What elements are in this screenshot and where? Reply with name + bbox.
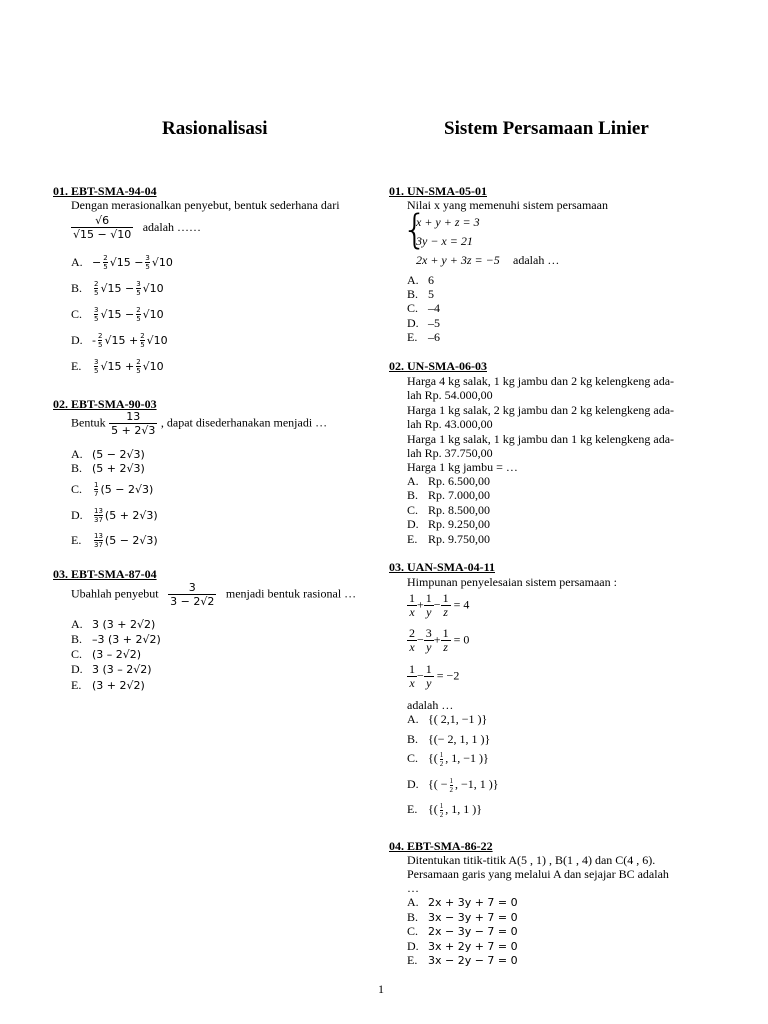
right-q1-text: Nilai x yang memenuhi sistem persamaan (407, 198, 608, 212)
coef-1-num: 2 (94, 280, 99, 288)
eq3-rhs: = −2 (436, 668, 460, 683)
left-q1-option-b (71, 280, 164, 297)
coef-2-den: 5 (136, 289, 141, 297)
option-expression (92, 308, 164, 321)
right-q2-option-d (407, 517, 490, 532)
right-q3-eq3 (407, 663, 459, 690)
right-q4-option-a (407, 895, 518, 910)
eq1-rhs: = 4 (453, 597, 470, 612)
option-letter: B. (71, 280, 83, 295)
right-q2-option-b (407, 488, 490, 503)
root-2: √10 (146, 333, 168, 347)
eq2-a-den: x (409, 640, 415, 654)
left-q1-option-d (71, 332, 168, 349)
coef-num: 13 (94, 507, 103, 515)
eq1-a-num: 1 (409, 591, 415, 605)
option-expression (92, 448, 145, 461)
value: (5 − 2√3) (100, 482, 154, 496)
coef-1-den: 5 (94, 315, 99, 323)
frac-num: 1 (449, 777, 454, 785)
eq2-c-den: z (443, 640, 448, 654)
frac-den: 2 (449, 786, 454, 794)
left-q1-frac-den: √15 − √10 (73, 228, 132, 241)
option-letter: D. (407, 777, 419, 792)
value: Rp. 6.500,00 (428, 474, 491, 488)
option-expression (92, 360, 164, 373)
coef-2-den: 5 (140, 341, 145, 349)
value: Rp. 7.000,00 (428, 488, 491, 503)
right-q2-option-a (407, 474, 490, 489)
eq1-b-num: 1 (425, 591, 432, 605)
coef-num: 1 (94, 481, 99, 489)
right-q4-option-d (407, 939, 518, 954)
option-letter: B. (71, 461, 83, 475)
option-letter: D. (407, 517, 419, 532)
right-q2-heading: 02. UN-SMA-06-03 (389, 359, 487, 373)
option-expression (428, 802, 483, 819)
value: (5 − 2√3) (104, 533, 158, 547)
sign: - (92, 333, 96, 347)
right-q1-eq1: x + y + z = 3 (416, 215, 480, 229)
eq3-a-num: 1 (409, 662, 415, 676)
right-q1-suffix: adalah … (513, 253, 560, 267)
coef-1 (94, 358, 98, 375)
option-expression (428, 712, 487, 726)
value-post: , 1, 1 )} (445, 802, 483, 817)
value: (5 + 2√3) (104, 508, 158, 522)
option-expression (428, 732, 490, 746)
coef-den: 7 (94, 490, 99, 498)
left-q3-option-c (71, 647, 141, 662)
left-q1-expression (71, 214, 201, 241)
option-letter: A. (407, 474, 419, 488)
frac (440, 802, 444, 819)
root-2: √10 (142, 359, 164, 373)
option-letter: E. (71, 532, 82, 547)
right-q4-heading: 04. EBT-SMA-86-22 (389, 839, 493, 853)
option-expression (428, 751, 489, 768)
coef-1-num: 3 (94, 306, 99, 314)
eq2-b-den: y (426, 640, 432, 654)
right-q3-heading: 03. UAN-SMA-04-11 (389, 560, 495, 574)
value: 5 (428, 287, 434, 301)
coef-2-num: 3 (136, 280, 141, 288)
left-q2-option-a (71, 447, 145, 462)
option-letter: A. (407, 273, 419, 287)
left-q3-suffix: menjadi bentuk rasional … (225, 586, 357, 601)
system-brace-icon: { (402, 207, 428, 253)
eq3-a-den: x (409, 676, 415, 690)
root-1: √15 − (100, 307, 135, 321)
option-letter: B. (407, 488, 419, 503)
root-2: √10 (142, 307, 164, 321)
left-q1-text: Dengan merasionalkan penyebut, bentuk sederhana dari (71, 198, 340, 212)
right-q1-option-e (407, 330, 440, 345)
option-expression (92, 483, 153, 496)
right-q2-line: Harga 1 kg salak, 1 kg jambu dan 1 kg kelengkeng ada- (407, 431, 675, 446)
value: 2x + 3y + 7 = 0 (428, 896, 518, 909)
value: (3 – 2√2) (92, 648, 142, 661)
value-post: , −1, 1 )} (455, 777, 499, 792)
eq3-b-num: 1 (425, 662, 432, 676)
option-letter: A. (407, 895, 419, 909)
value: 6 (428, 273, 434, 287)
left-q2-frac-num: 13 (109, 410, 157, 424)
left-q3-heading: 03. EBT-SMA-87-04 (53, 567, 157, 581)
coef-1-num: 2 (103, 254, 108, 262)
right-q1-option-a (407, 273, 434, 288)
value: 2x − 3y − 7 = 0 (428, 925, 518, 938)
coef-2 (145, 254, 149, 271)
eq1-a-den: x (409, 605, 415, 619)
page-number: 1 (378, 982, 384, 996)
value: –6 (428, 330, 440, 344)
left-q1-heading: 01. EBT-SMA-94-04 (53, 184, 157, 198)
left-q3-frac-den: 3 − 2√2 (170, 595, 215, 608)
option-letter: C. (407, 751, 419, 766)
left-q2-option-d (71, 507, 158, 524)
option-expression (92, 282, 164, 295)
left-q2-suffix: , dapat disederhanakan menjadi … (160, 415, 328, 430)
left-q3-option-d (71, 662, 152, 677)
value-pre: {( − (428, 777, 448, 792)
coef-1-num: 2 (97, 332, 103, 340)
right-q2-line: Harga 1 kg salak, 2 kg jambu dan 2 kg kelengkeng ada- (407, 402, 675, 417)
coef-2-den: 5 (145, 263, 150, 271)
option-expression (92, 256, 173, 269)
right-q3-option-b (407, 732, 490, 747)
right-q4-option-c (407, 924, 518, 939)
right-q2-option-e (407, 532, 490, 547)
option-letter: B. (71, 632, 83, 646)
right-q2-line: lah Rp. 37.750,00 (407, 446, 493, 460)
right-q4-line: … (407, 881, 419, 895)
option-letter: E. (407, 330, 418, 344)
eq3-b-den: y (426, 676, 432, 690)
right-q3-option-d (407, 777, 499, 794)
right-q2-option-c (407, 503, 490, 518)
option-letter: D. (407, 938, 419, 953)
coef-1 (94, 306, 98, 323)
coef-2-num: 2 (136, 358, 141, 366)
left-q2-prefix: Bentuk (71, 415, 106, 430)
option-letter: D. (71, 332, 83, 347)
root-1: √15 + (104, 333, 139, 347)
coef-1 (103, 254, 107, 271)
coef-1-den: 5 (94, 367, 99, 375)
value: Rp. 9.750,00 (428, 531, 491, 546)
root-1: √15 − (109, 255, 144, 269)
value: –5 (428, 316, 440, 330)
eq3-op1: − (417, 668, 424, 683)
value-pre: {( 2,1, −1 )} (428, 712, 488, 726)
frac-den: 2 (439, 760, 444, 768)
option-letter: C. (71, 481, 83, 496)
left-q3-prefix: Ubahlah penyebut (71, 586, 159, 601)
option-letter: B. (407, 909, 419, 924)
eq2-a-num: 2 (409, 626, 415, 640)
frac (450, 777, 454, 794)
value: Rp. 9.250,00 (428, 517, 491, 532)
left-q2-expression (71, 410, 327, 437)
left-q3-option-b (71, 632, 161, 647)
option-letter: A. (71, 254, 83, 269)
coef-2-num: 2 (136, 306, 141, 314)
root-2: √10 (142, 281, 164, 295)
left-q3-frac-num: 3 (168, 581, 216, 595)
option-letter: E. (407, 953, 418, 967)
coef-1 (98, 332, 102, 349)
value-pre: {(− 2, 1, 1 )} (428, 732, 491, 746)
right-q2-line: lah Rp. 43.000,00 (407, 417, 493, 432)
coef-2 (136, 280, 140, 297)
frac (440, 751, 444, 768)
coef (94, 507, 103, 524)
option-letter: D. (71, 507, 83, 522)
coef-2-num: 3 (145, 254, 150, 262)
value: (5 − 2√3) (92, 448, 145, 461)
eq1-c-den: z (443, 605, 448, 619)
coef-2 (136, 358, 140, 375)
coef-2 (136, 306, 140, 323)
option-letter: C. (407, 924, 419, 938)
right-q2-line: lah Rp. 54.000,00 (407, 388, 493, 403)
option-letter: E. (71, 678, 82, 692)
option-letter: A. (407, 712, 419, 726)
right-q3-option-e (407, 802, 482, 819)
coef-2-den: 5 (136, 315, 141, 323)
right-q1-option-d (407, 316, 440, 331)
root-2: √10 (151, 255, 173, 269)
sign: − (92, 255, 102, 269)
coef-1 (94, 280, 98, 297)
right-q3-option-c (407, 751, 489, 768)
option-letter: E. (71, 358, 82, 373)
value-pre: {( (428, 802, 438, 817)
value: Rp. 8.500,00 (428, 502, 491, 517)
right-q4-option-b (407, 910, 518, 925)
frac-num: 1 (439, 802, 444, 810)
coef-2-den: 5 (136, 367, 141, 375)
coef (94, 532, 103, 549)
value: –3 (3 + 2√2) (92, 633, 161, 646)
value: (5 + 2√3) (92, 462, 145, 475)
eq2-b-num: 3 (425, 626, 432, 640)
coef-1-den: 5 (94, 289, 99, 297)
root-1: √15 + (100, 359, 135, 373)
left-q2-frac-den: 5 + 2√3 (111, 424, 156, 437)
value-pre: {( (428, 751, 438, 766)
eq2-c-num: 1 (442, 626, 449, 640)
frac-num: 1 (439, 751, 444, 759)
left-q1-option-a (71, 254, 173, 271)
coef-num: 13 (94, 532, 103, 540)
eq2-op2: + (433, 632, 441, 647)
left-q2-option-b (71, 461, 145, 476)
coef-1-num: 3 (94, 358, 99, 366)
option-letter: D. (71, 662, 83, 676)
option-letter: E. (407, 802, 418, 817)
right-q3-text: Himpunan penyelesaian sistem persamaan : (407, 575, 617, 589)
right-q1-option-c (407, 301, 440, 316)
option-letter: C. (71, 306, 83, 321)
left-q3-option-e (71, 678, 145, 693)
value: 3x − 3y + 7 = 0 (428, 910, 518, 924)
eq2-op1: − (417, 632, 424, 647)
option-letter: A. (71, 617, 83, 631)
value: –4 (428, 301, 440, 315)
coef-den: 37 (94, 516, 103, 524)
option-expression (92, 509, 158, 522)
coef-2 (140, 332, 144, 349)
value: (3 + 2√2) (92, 679, 145, 692)
value: 3 (3 – 2√2) (92, 663, 152, 676)
coef-1-den: 5 (97, 341, 103, 349)
right-q2-line: Harga 4 kg salak, 1 kg jambu dan 2 kg kelengkeng ada- (407, 374, 675, 388)
left-q3-option-a (71, 617, 155, 632)
value: 3x − 2y − 7 = 0 (428, 954, 518, 967)
left-q2-option-e (71, 532, 158, 549)
option-letter: C. (71, 647, 83, 661)
option-expression (428, 777, 499, 794)
coef-1-den: 5 (103, 263, 108, 271)
right-q4-line: Persamaan garis yang melalui A dan sejajar BC adalah (407, 867, 669, 881)
left-q1-option-e (71, 358, 164, 375)
right-q2-line: Harga 1 kg jambu = … (407, 460, 518, 475)
eq2-rhs: = 0 (453, 632, 470, 647)
option-letter: C. (407, 301, 419, 315)
option-letter: D. (407, 316, 419, 330)
eq1-op2: − (433, 597, 441, 612)
option-expression (92, 534, 158, 547)
coef (94, 481, 98, 498)
right-q3-option-a (407, 712, 487, 727)
coef-den: 37 (94, 541, 103, 549)
right-q3-eq1 (407, 592, 469, 619)
right-q1-option-b (407, 287, 434, 302)
option-expression (92, 334, 168, 347)
value: 3x + 2y + 7 = 0 (428, 939, 518, 953)
left-q3-expression (71, 581, 356, 608)
right-q1-heading: 01. UN-SMA-05-01 (389, 184, 487, 198)
right-q1-eq2: 3y − x = 21 (416, 234, 473, 248)
root-1: √15 − (100, 281, 135, 295)
left-q1-option-c (71, 306, 164, 323)
option-letter: A. (71, 447, 83, 461)
left-q2-heading: 02. EBT-SMA-90-03 (53, 397, 157, 411)
frac-den: 2 (439, 811, 444, 819)
right-q1-eq3: 2x + y + 3z = −5 (416, 253, 500, 267)
option-letter: B. (407, 732, 419, 746)
left-q1-suffix: adalah …… (142, 219, 202, 234)
option-expression (92, 462, 145, 475)
right-title: Sistem Persamaan Linier (444, 118, 649, 139)
left-q2-option-c (71, 481, 153, 498)
option-letter: B. (407, 287, 419, 301)
right-q3-eq2 (407, 627, 469, 654)
option-letter: C. (407, 502, 419, 517)
right-q4-line: Ditentukan titik-titik A(5 , 1) , B(1 , 4) dan C(4 , 6). (407, 853, 656, 867)
value: 3 (3 + 2√2) (92, 618, 156, 631)
left-q1-frac-num: √6 (71, 214, 133, 228)
coef-2-num: 2 (140, 332, 145, 340)
left-title: Rasionalisasi (162, 118, 268, 139)
eq1-c-num: 1 (442, 591, 449, 605)
right-q3-suffix: adalah … (407, 698, 454, 712)
eq1-op1: + (417, 597, 424, 612)
right-q4-option-e (407, 953, 518, 968)
value-post: , 1, −1 )} (445, 751, 489, 766)
option-letter: E. (407, 531, 418, 546)
eq1-b-den: y (426, 605, 432, 619)
